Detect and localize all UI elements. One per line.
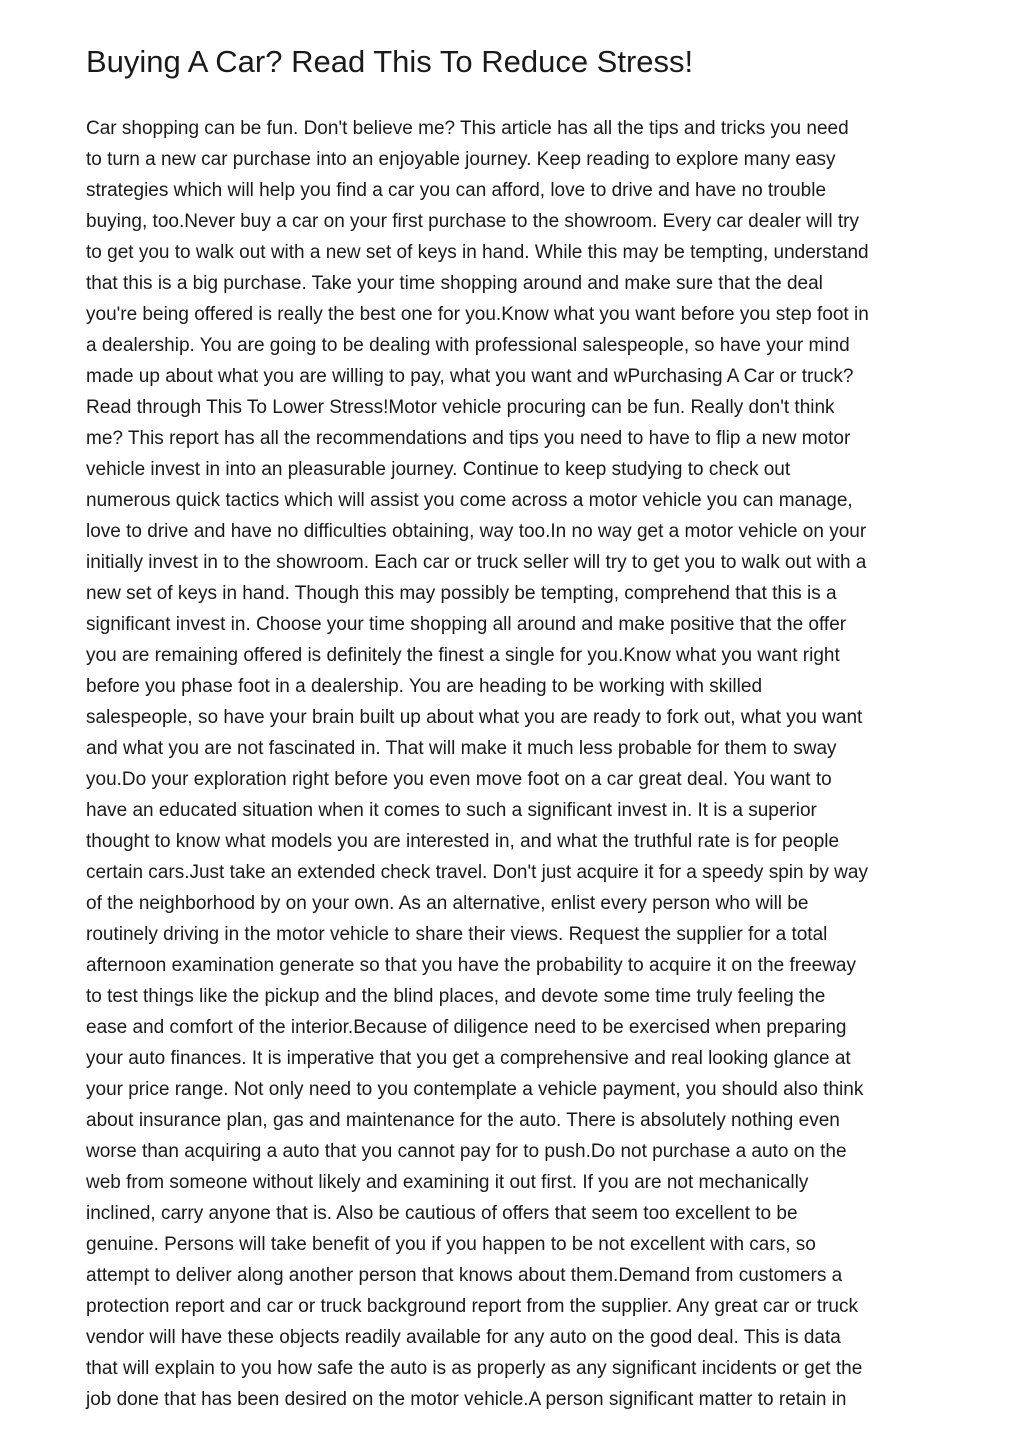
body-text-line: to get you to walk out with a new set of keys in hand. While this may be tempting, understand — [86, 242, 869, 263]
body-text-line: a dealership. You are going to be dealing with professional salespeople, so have your mind — [86, 335, 850, 356]
body-text-line: certain cars.Just take an extended check travel. Don't just acquire it for a speedy spin by way — [86, 862, 868, 883]
body-text-line: that this is a big purchase. Take your time shopping around and make sure that the deal — [86, 273, 823, 294]
body-text-line: protection report and car or truck background report from the supplier. Any great car or truck — [86, 1296, 858, 1317]
body-text-line: before you phase foot in a dealership. You are heading to be working with skilled — [86, 676, 763, 697]
body-text-line: have an educated situation when it comes to such a significant invest in. It is a superior — [86, 800, 817, 821]
body-text-line: love to drive and have no difficulties obtaining, way too.In no way get a motor vehicle on your — [86, 521, 867, 542]
article-body — [86, 113, 956, 1415]
body-text-line: thought to know what models you are interested in, and what the truthful rate is for people — [86, 831, 840, 852]
body-text-line: ease and comfort of the interior.Because of diligence need to be exercised when preparing — [86, 1017, 847, 1038]
body-text-line: genuine. Persons will take benefit of you if you happen to be not excellent with cars, so — [86, 1234, 816, 1255]
body-text-line: to test things like the pickup and the blind places, and devote some time truly feeling the — [86, 986, 826, 1007]
body-text-line: me? This report has all the recommendations and tips you need to have to flip a new motor — [86, 428, 851, 449]
body-text-line: about insurance plan, gas and maintenance for the auto. There is absolutely nothing even — [86, 1110, 840, 1131]
body-text-line: initially invest in to the showroom. Each car or truck seller will try to get you to walk out with a — [86, 552, 867, 573]
body-text-line: vehicle invest in into an pleasurable journey. Continue to keep studying to check out — [86, 459, 791, 480]
body-text-line: Read through This To Lower Stress!Motor vehicle procuring can be fun. Really don't think — [86, 397, 835, 418]
body-text-line: made up about what you are willing to pay, what you want and wPurchasing A Car or truck? — [86, 366, 854, 387]
page-title: Buying A Car? Read This To Reduce Stress! — [86, 44, 694, 79]
body-text-line: to turn a new car purchase into an enjoyable journey. Keep reading to explore many easy — [86, 149, 836, 170]
body-text-line: and what you are not fascinated in. That will make it much less probable for them to sway — [86, 738, 837, 759]
body-text-line: routinely driving in the motor vehicle to share their views. Request the supplier for a total — [86, 924, 828, 945]
body-text-line: that will explain to you how safe the auto is as properly as any significant incidents or get the — [86, 1358, 863, 1379]
body-text-line: web from someone without likely and examining it out first. If you are not mechanically — [86, 1172, 809, 1193]
body-text-line: you are remaining offered is definitely the finest a single for you.Know what you want right — [86, 645, 840, 666]
body-text-line: significant invest in. Choose your time shopping all around and make positive that the offer — [86, 614, 847, 635]
body-text-line: Car shopping can be fun. Don't believe me? This article has all the tips and tricks you need — [86, 118, 849, 139]
body-text-line: attempt to deliver along another person that knows about them.Demand from customers a — [86, 1265, 843, 1286]
body-text-line: vendor will have these objects readily available for any auto on the good deal. This is data — [86, 1327, 841, 1348]
body-text-line: strategies which will help you find a car you can afford, love to drive and have no trouble — [86, 180, 827, 201]
body-text-line: worse than acquiring a auto that you cannot pay for to push.Do not purchase a auto on the — [86, 1141, 847, 1162]
body-text-line: you.Do your exploration right before you even move foot on a car great deal. You want to — [86, 769, 832, 790]
body-text-line: your auto finances. It is imperative that you get a comprehensive and real looking glance at — [86, 1048, 851, 1069]
body-text-line: numerous quick tactics which will assist you come across a motor vehicle you can manage, — [86, 490, 853, 511]
body-text-line: your price range. Not only need to you contemplate a vehicle payment, you should also think — [86, 1079, 864, 1100]
body-text-line: new set of keys in hand. Though this may possibly be tempting, comprehend that this is a — [86, 583, 837, 604]
body-text-line: afternoon examination generate so that you have the probability to acquire it on the freeway — [86, 955, 856, 976]
body-text-line: salespeople, so have your brain built up about what you are ready to fork out, what you want — [86, 707, 863, 728]
body-text-line: of the neighborhood by on your own. As an alternative, enlist every person who will be — [86, 893, 809, 914]
body-text-line: inclined, carry anyone that is. Also be cautious of offers that seem too excellent to be — [86, 1203, 798, 1224]
body-text-line: job done that has been desired on the motor vehicle.A person significant matter to retain in — [86, 1389, 847, 1410]
body-text-line: you're being offered is really the best one for you.Know what you want before you step foot in — [86, 304, 869, 325]
body-text-line: buying, too.Never buy a car on your first purchase to the showroom. Every car dealer will try — [86, 211, 860, 232]
